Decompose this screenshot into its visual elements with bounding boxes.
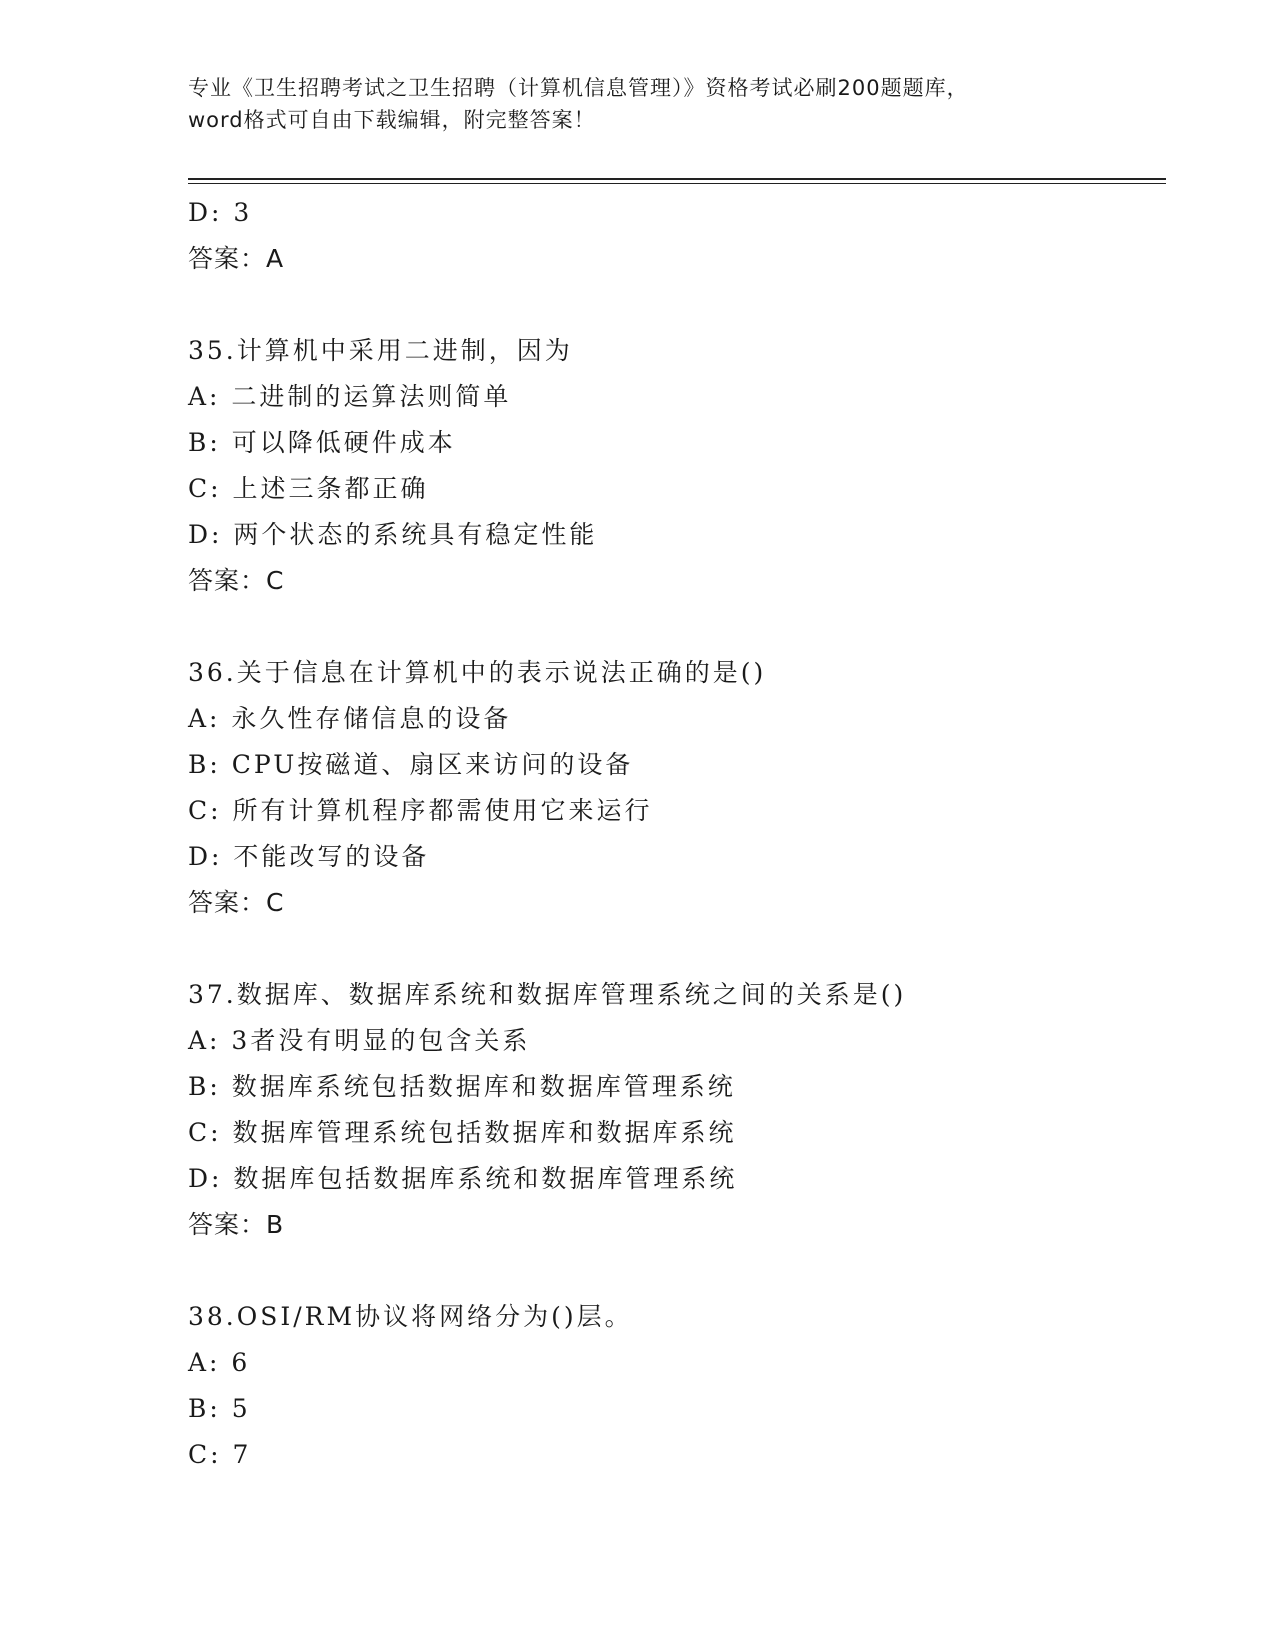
answer: 答案：C	[188, 566, 285, 595]
question-list	[188, 190, 1168, 1478]
answer: 答案：C	[188, 888, 285, 917]
option-c: C: 数据库管理系统包括数据库和数据库系统	[188, 1118, 737, 1147]
header-divider-thin	[188, 183, 1166, 184]
question-35	[188, 328, 1168, 604]
option-c: C: 7	[188, 1440, 252, 1469]
question-38	[188, 1294, 1168, 1478]
option-a: A: 永久性存储信息的设备	[188, 704, 512, 733]
header-line-1: 专业《卫生招聘考试之卫生招聘（计算机信息管理）》资格考试必刷200题题库，	[188, 76, 969, 100]
question-36	[188, 650, 1168, 926]
question-stem: 37.数据库、数据库系统和数据库管理系统之间的关系是()	[188, 980, 907, 1009]
option-d: D: 3	[188, 198, 253, 227]
option-b: B: 数据库系统包括数据库和数据库管理系统	[188, 1072, 736, 1101]
document-header	[188, 72, 1088, 136]
option-d: D: 两个状态的系统具有稳定性能	[188, 520, 598, 549]
option-c: C: 上述三条都正确	[188, 474, 429, 503]
answer: 答案：A	[188, 244, 285, 273]
option-a: A: 3者没有明显的包含关系	[188, 1026, 531, 1055]
question-37	[188, 972, 1168, 1248]
answer: 答案：B	[188, 1210, 285, 1239]
option-a: A: 6	[188, 1348, 251, 1377]
question-stem: 38.OSI/RM协议将网络分为()层。	[188, 1302, 633, 1331]
option-b: B: 可以降低硬件成本	[188, 428, 456, 457]
option-b: B: CPU按磁道、扇区来访问的设备	[188, 750, 634, 779]
option-b: B: 5	[188, 1394, 251, 1423]
question-stem: 36.关于信息在计算机中的表示说法正确的是()	[188, 658, 767, 687]
option-d: D: 不能改写的设备	[188, 842, 430, 871]
header-line-2: word格式可自由下载编辑，附完整答案！	[188, 108, 596, 132]
option-a: A: 二进制的运算法则简单	[188, 382, 512, 411]
header-divider	[188, 178, 1166, 180]
option-d: D: 数据库包括数据库系统和数据库管理系统	[188, 1164, 738, 1193]
option-c: C: 所有计算机程序都需使用它来运行	[188, 796, 653, 825]
question-stem: 35.计算机中采用二进制，因为	[188, 336, 573, 365]
